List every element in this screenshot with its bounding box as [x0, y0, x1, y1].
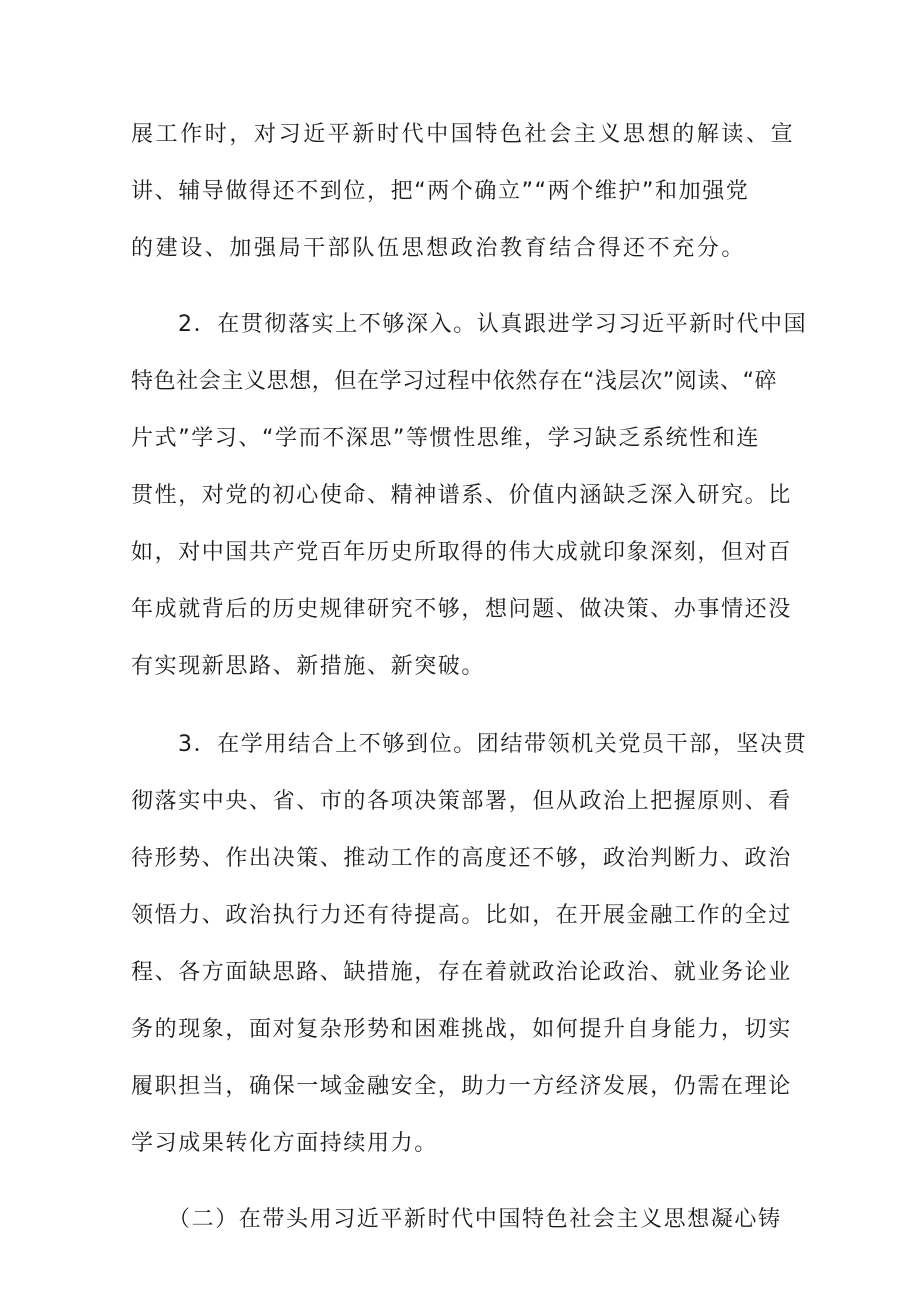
paragraph-1-line-1: 展工作时，对习近平新时代中国特色社会主义思想的解读、宣 — [131, 122, 796, 147]
paragraph-2-line-4: 贯性，对党的初心使命、精神谱系、价值内涵缺乏深入研究。比 — [131, 483, 792, 508]
paragraph-3-line-5: 程、各方面缺思路、缺措施，存在着就政治论政治、就业务论业 — [131, 960, 792, 985]
paragraph-1-line-3: 的建设、加强局干部队伍思想政治教育结合得还不充分。 — [131, 236, 747, 261]
paragraph-1-line-2: 讲、辅导做得还不到位，把“两个确立”“两个维护”和加强党 — [131, 179, 750, 204]
paragraph-3-line-7: 履职担当，确保一域金融安全，助力一方经济发展，仍需在理论 — [131, 1074, 792, 1099]
paragraph-3-line-8: 学习成果转化方面持续用力。 — [131, 1131, 438, 1156]
paragraph-3-line-4: 领悟力、政治执行力还有待提高。比如，在开展金融工作的全过 — [131, 903, 792, 928]
paragraph-3-line-6: 务的现象，面对复杂形势和困难挑战，如何提升自身能力，切实 — [131, 1017, 792, 1042]
paragraph-3-line-2: 彻落实中央、省、市的各项决策部署，但从政治上把握原则、看 — [131, 789, 792, 814]
paragraph-2-line-5: 如，对中国共产党百年历史所取得的伟大成就印象深刻，但对百 — [131, 540, 792, 565]
paragraph-2-line-2: 特色社会主义思想，但在学习过程中依然存在“浅层次”阅读、“碎 — [131, 369, 778, 394]
paragraph-3-line-1: 3．在学用结合上不够到位。团结带领机关党员干部，坚决贯 — [178, 732, 808, 757]
paragraph-2-line-1: 2．在贯彻落实上不够深入。认真跟进学习习近平新时代中国 — [178, 312, 808, 337]
paragraph-3-line-3: 待形势、作出决策、推动工作的高度还不够，政治判断力、政治 — [131, 846, 792, 871]
paragraph-2-line-7: 有实现新思路、新措施、新突破。 — [131, 654, 486, 679]
paragraph-2-line-6: 年成就背后的历史规律研究不够，想问题、做决策、办事情还没 — [131, 597, 792, 622]
paragraph-2-line-3: 片式”学习、“学而不深思”等惯性思维，学习缺乏系统性和连 — [131, 426, 760, 451]
section-heading-2: （二）在带头用习近平新时代中国特色社会主义思想凝心铸 — [168, 1207, 782, 1232]
